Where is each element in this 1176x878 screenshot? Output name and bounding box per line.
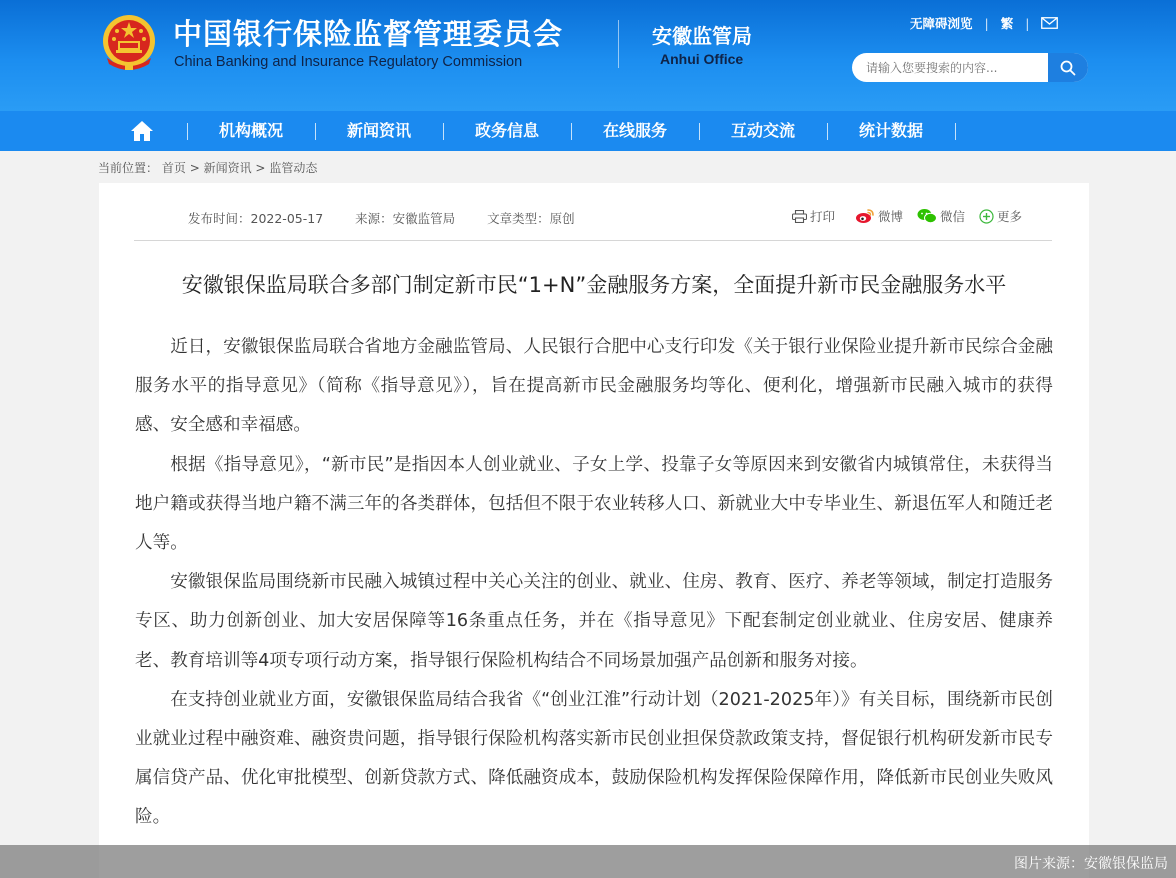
office-name-cn: 安徽监管局 [652, 24, 752, 48]
article-paragraph: 近日，安徽银保监局联合省地方金融监管局、人民银行合肥中心支行印发《关于银行业保险业提升新市民综合金融服务水平的指导意见》（简称《指导意见》），旨在提高新市民金融服务均等化、便利化，增强新市民融入城市的获得感、安全感和幸福感。 [135, 337, 1053, 436]
breadcrumb-separator: > [189, 161, 200, 175]
search-button[interactable] [1048, 53, 1088, 82]
article-source: 来源：安徽监管局 [355, 211, 456, 226]
nav-item-interaction[interactable]: 互动交流 [730, 121, 795, 140]
search-box [852, 53, 1088, 82]
article-meta [188, 209, 603, 227]
print-button[interactable] [792, 207, 835, 225]
nav-item-statistics[interactable]: 统计数据 [858, 121, 923, 140]
article-paragraph: 根据《指导意见》，“新市民”是指因本人创业就业、子女上学、投靠子女等原因来到安徽省内城镇常住，未获得当地户籍或获得当地户籍不满三年的各类群体，包括但不限于农业转移人口、新就业大中专毕业生、新退伍军人和随迁老人等。 [135, 454, 1053, 554]
weibo-share-button[interactable] [855, 207, 903, 225]
org-name-cn: 中国银行保险监督管理委员会 [173, 17, 564, 51]
mail-icon[interactable] [1041, 17, 1058, 29]
breadcrumb-regulatory-news[interactable]: 监管动态 [269, 161, 318, 175]
printer-icon [792, 210, 807, 223]
image-caption-bar [0, 845, 1176, 878]
plus-circle-icon [979, 209, 994, 224]
article-type: 文章类型：原创 [487, 211, 575, 226]
utility-separator: | [1025, 15, 1030, 31]
breadcrumb [98, 159, 317, 176]
nav-separator [955, 123, 956, 140]
nav-item-news[interactable]: 新闻资讯 [346, 121, 411, 140]
breadcrumb-news[interactable]: 新闻资讯 [203, 161, 252, 175]
article-paragraph: 安徽银保监局围绕新市民融入城镇过程中关心关注的创业、就业、住房、教育、医疗、养老等领域，制定打造服务专区、助力创新创业、加大安居保障等16条重点任务，并在《指导意见》下配套制定创业就业、住房安居、健康养老、教育培训等4项专项行动方案，指导银行保险机构结合不同场景加强产品创新和服务对接。 [135, 572, 1053, 671]
national-emblem-icon[interactable] [99, 12, 159, 74]
accessibility-link[interactable]: 无障碍浏览 [910, 16, 973, 31]
weibo-icon [855, 208, 875, 224]
breadcrumb-separator: > [255, 161, 266, 175]
meta-divider [134, 240, 1052, 241]
wechat-share-button[interactable] [917, 207, 965, 225]
office-name-en: Anhui Office [660, 51, 744, 67]
share-bar [792, 207, 1030, 225]
article-container [99, 183, 1089, 878]
nav-item-institution[interactable]: 机构概况 [218, 121, 283, 140]
search-input[interactable] [852, 53, 1056, 82]
breadcrumb-home[interactable]: 首页 [161, 161, 186, 175]
weibo-label: 微博 [878, 209, 904, 224]
site-header [0, 0, 1176, 111]
article-body [135, 328, 1053, 838]
header-divider [618, 20, 619, 68]
more-label: 更多 [997, 209, 1023, 224]
nav-item-government-info[interactable]: 政务信息 [474, 121, 539, 140]
org-name-en: China Banking and Insurance Regulatory Commission [174, 54, 523, 70]
article-title: 安徽银保监局联合多部门制定新市民“1+N”金融服务方案，全面提升新市民金融服务水平 [181, 273, 1007, 297]
utility-separator: | [984, 15, 989, 31]
search-icon [1060, 60, 1076, 76]
breadcrumb-prefix: 当前位置： [98, 161, 159, 175]
image-source-caption: 图片来源：安徽银保监局 [1014, 856, 1168, 872]
home-icon[interactable] [130, 120, 154, 142]
more-share-button[interactable] [979, 207, 1022, 225]
print-label: 打印 [810, 209, 836, 224]
wechat-icon [917, 208, 937, 224]
wechat-label: 微信 [940, 209, 966, 224]
utility-links [910, 14, 1058, 32]
nav-item-online-service[interactable]: 在线服务 [602, 121, 667, 140]
traditional-chinese-link[interactable]: 繁 [1000, 16, 1014, 31]
publish-date: 发布时间：2022-05-17 [188, 211, 324, 226]
main-nav [0, 111, 1176, 151]
article-paragraph: 在支持创业就业方面，安徽银保监局结合我省《“创业江淮”行动计划（2021-2025年）》有关目标，围绕新市民创业就业过程中融资难、融资贵问题，指导银行保险机构落实新市民创业担保贷款政策支持，督促银行机构研发新市民专属信贷产品、优化审批模型、创新贷款方式、降低融资成本，鼓励保险机构发挥保险保障作用，降低新市民创业失败风险。 [135, 689, 1053, 828]
